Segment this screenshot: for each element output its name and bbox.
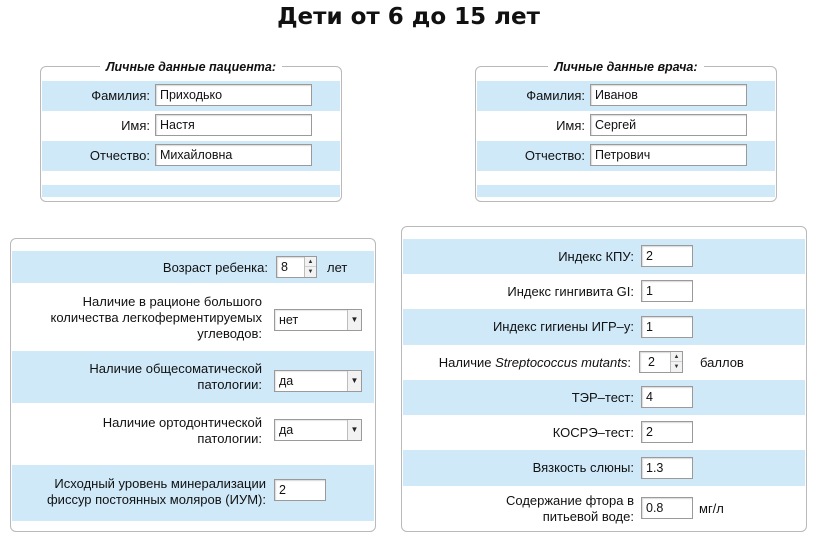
strep-row bbox=[403, 345, 805, 380]
age-value: 8 bbox=[281, 260, 288, 274]
patient-name-field[interactable]: Настя bbox=[155, 114, 312, 136]
indices-panel bbox=[401, 226, 807, 532]
doctor-name-row bbox=[477, 111, 775, 141]
doctor-bottom-row bbox=[477, 185, 775, 197]
gi-label: Индекс гингивита GI: bbox=[507, 284, 634, 299]
strep-unit: баллов bbox=[700, 355, 744, 370]
fluor-row bbox=[403, 486, 805, 530]
doctor-legend: Личные данные врача: bbox=[476, 59, 776, 74]
patient-patronymic-row bbox=[42, 141, 340, 171]
doctor-panel bbox=[475, 60, 777, 202]
chevron-down-icon[interactable]: ▼ bbox=[307, 269, 314, 275]
gi-row bbox=[403, 274, 805, 309]
fluor-unit: мг/л bbox=[699, 501, 724, 516]
chevron-up-icon[interactable]: ▲ bbox=[305, 257, 316, 267]
doctor-surname-label: Фамилия: bbox=[526, 88, 585, 103]
strep-stepper-arrows bbox=[670, 352, 682, 372]
viscosity-label: Вязкость слюны: bbox=[532, 460, 634, 475]
patient-spacer-row bbox=[42, 171, 340, 185]
strep-stepper[interactable] bbox=[639, 351, 683, 373]
doctor-surname-row bbox=[477, 81, 775, 111]
ortho-label: Наличие ортодонтической патологии: bbox=[102, 415, 262, 446]
patient-patronymic-label: Отчество: bbox=[89, 148, 150, 163]
ium-field[interactable]: 2 bbox=[274, 479, 326, 501]
kpu-field[interactable]: 2 bbox=[641, 245, 693, 267]
gi-field[interactable]: 1 bbox=[641, 280, 693, 302]
patient-legend: Личные данные пациента: bbox=[41, 59, 341, 74]
patient-surname-field[interactable]: Приходько bbox=[155, 84, 312, 106]
igr-label: Индекс гигиены ИГР–у: bbox=[492, 319, 634, 334]
kosre-row bbox=[403, 415, 805, 450]
kosre-label: КОСРЭ–тест: bbox=[552, 425, 634, 440]
patient-panel bbox=[40, 60, 342, 202]
age-stepper[interactable] bbox=[276, 256, 317, 278]
fluor-label: Содержание фтора в питьевой воде: bbox=[505, 493, 634, 524]
doctor-patronymic-row bbox=[477, 141, 775, 171]
igr-row bbox=[403, 309, 805, 345]
select-arrow-icon: ▼ bbox=[347, 310, 361, 330]
doctor-name-field[interactable]: Сергей bbox=[590, 114, 747, 136]
ium-row bbox=[12, 465, 374, 521]
doctor-patronymic-label: Отчество: bbox=[524, 148, 585, 163]
doctor-name-label: Имя: bbox=[556, 118, 585, 133]
fluor-field[interactable]: 0.8 bbox=[641, 497, 693, 519]
patient-bottom-row bbox=[42, 185, 340, 197]
carbs-row bbox=[12, 283, 374, 351]
ortho-row bbox=[12, 403, 374, 465]
kpu-row bbox=[403, 239, 805, 274]
ortho-select[interactable]: да ▼ bbox=[274, 419, 362, 441]
kpu-label: Индекс КПУ: bbox=[558, 249, 634, 264]
somatic-row bbox=[12, 351, 374, 403]
select-arrow-icon: ▼ bbox=[347, 420, 361, 440]
select-arrow-icon: ▼ bbox=[347, 371, 361, 391]
age-row bbox=[12, 251, 374, 283]
patient-name-row bbox=[42, 111, 340, 141]
somatic-select[interactable]: да ▼ bbox=[274, 370, 362, 392]
age-label: Возраст ребенка: bbox=[162, 260, 268, 275]
ter-field[interactable]: 4 bbox=[641, 386, 693, 408]
patient-patronymic-field[interactable]: Михайловна bbox=[155, 144, 312, 166]
chevron-down-icon[interactable]: ▼ bbox=[673, 364, 680, 370]
strep-label: Наличие Streptococcus mutants: bbox=[438, 355, 631, 370]
doctor-patronymic-field[interactable]: Петрович bbox=[590, 144, 747, 166]
patient-surname-label: Фамилия: bbox=[91, 88, 150, 103]
page-title: Дети от 6 до 15 лет bbox=[277, 4, 540, 30]
doctor-surname-field[interactable]: Иванов bbox=[590, 84, 747, 106]
patient-surname-row bbox=[42, 81, 340, 111]
ter-row bbox=[403, 380, 805, 415]
kosre-field[interactable]: 2 bbox=[641, 421, 693, 443]
carbs-label: Наличие в рационе большого количества легкоферментируемых углеводов: bbox=[50, 294, 262, 341]
ium-label: Исходный уровень минерализации фиссур постоянных моляров (ИУМ): bbox=[46, 476, 266, 507]
igr-field[interactable]: 1 bbox=[641, 316, 693, 338]
strep-value: 2 bbox=[648, 355, 655, 369]
viscosity-row bbox=[403, 450, 805, 486]
somatic-label: Наличие общесоматической патологии: bbox=[89, 361, 262, 392]
chevron-up-icon[interactable]: ▲ bbox=[671, 352, 682, 362]
patient-name-label: Имя: bbox=[121, 118, 150, 133]
child-factors-panel bbox=[10, 238, 376, 532]
viscosity-field[interactable]: 1.3 bbox=[641, 457, 693, 479]
age-stepper-arrows bbox=[304, 257, 316, 277]
ter-label: ТЭР–тест: bbox=[571, 390, 634, 405]
doctor-spacer-row bbox=[477, 171, 775, 185]
age-unit: лет bbox=[327, 260, 348, 275]
carbs-select[interactable]: нет ▼ bbox=[274, 309, 362, 331]
